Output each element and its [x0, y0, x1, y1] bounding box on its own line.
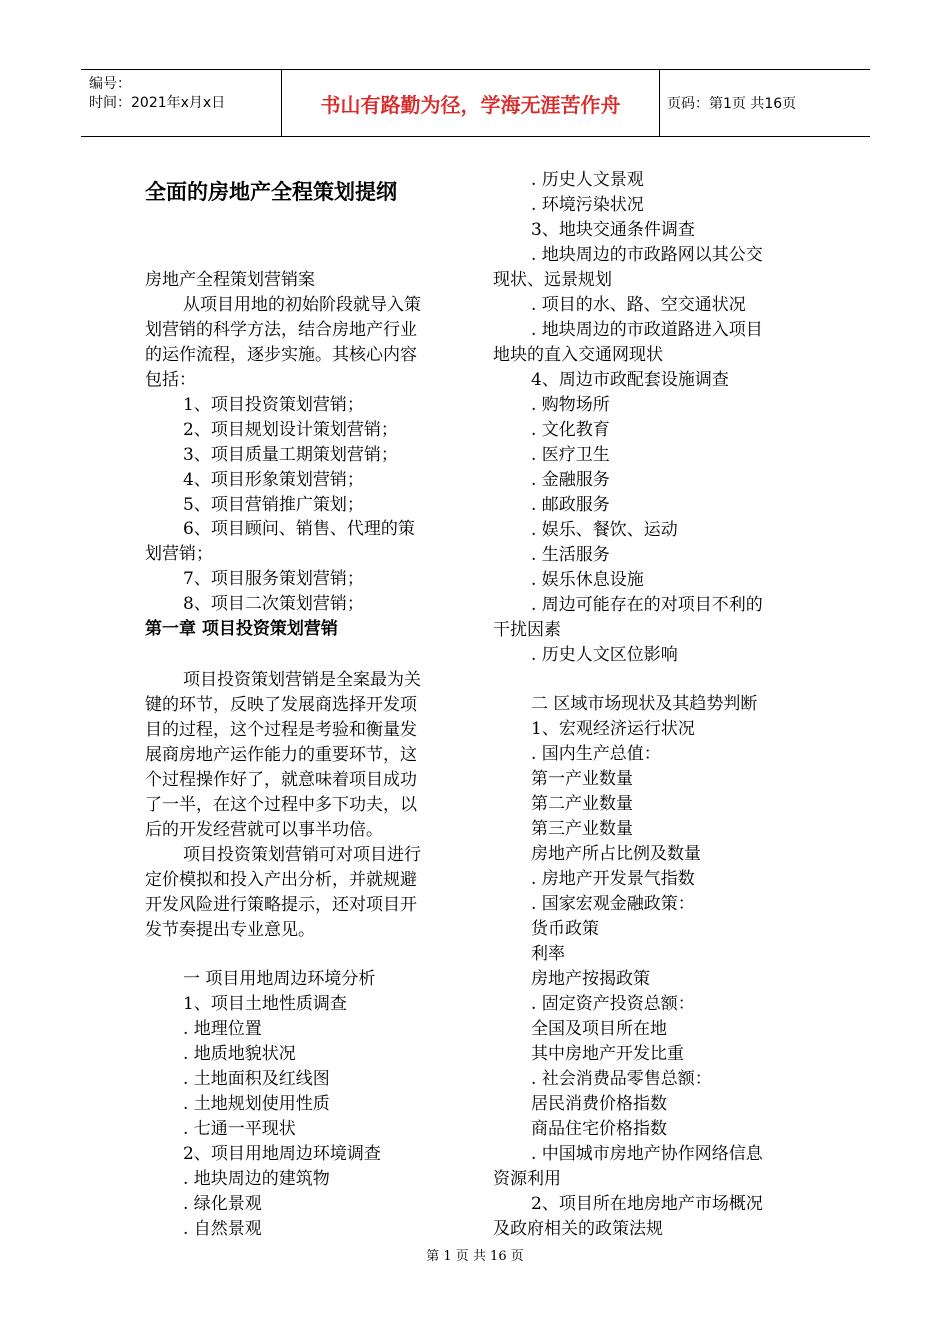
text-line: . 土地面积及红线图 [183, 1069, 330, 1089]
text-line: 开发风险进行策略提示，还对项目开 [145, 895, 417, 915]
text-line: 3、地块交通条件调查 [531, 220, 695, 240]
text-line: 发节奏提出专业意见。 [145, 920, 315, 940]
text-line: 7、项目服务策划营销； [183, 569, 364, 589]
text-line: 干扰因素 [493, 620, 561, 640]
chapter-heading: 第一章 项目投资策划营销 [145, 619, 338, 639]
text-line: . 生活服务 [531, 545, 610, 565]
text-line: 4、周边市政配套设施调查 [531, 370, 729, 390]
text-line: 利率 [531, 944, 565, 964]
text-line: . 周边可能存在的对项目不利的 [531, 595, 763, 615]
number-label: 编号： [89, 76, 131, 92]
text-line: 定价模拟和投入产出分析，并就规避 [145, 870, 417, 890]
text-line: . 邮政服务 [531, 495, 610, 515]
text-line: 从项目用地的初始阶段就导入策 [183, 295, 421, 315]
text-line: 第三产业数量 [531, 819, 633, 839]
text-line: 目的过程，这个过程是考验和衡量发 [145, 720, 417, 740]
header-page-cell [659, 70, 870, 136]
text-line: 第二产业数量 [531, 794, 633, 814]
text-line: 键的环节，反映了发展商选择开发项 [145, 695, 417, 715]
text-line: . 社会消费品零售总额： [531, 1069, 712, 1089]
text-line: 商品住宅价格指数 [531, 1119, 667, 1139]
header-page-info: 页码：第1页 共16页 [667, 96, 797, 112]
text-line: 全国及项目所在地 [531, 1019, 667, 1039]
text-line: . 土地规划使用性质 [183, 1094, 330, 1114]
text-line: 2、项目所在地房地产市场概况 [531, 1194, 763, 1214]
text-line: . 绿化景观 [183, 1194, 262, 1214]
text-line: . 金融服务 [531, 470, 610, 490]
text-line: 6、项目顾问、销售、代理的策 [183, 519, 415, 539]
text-line: . 环境污染状况 [531, 195, 644, 215]
text-line: . 地块周边的市政道路进入项目 [531, 320, 763, 340]
text-line: . 地块周边的市政路网以其公交 [531, 245, 763, 265]
text-line: 了一半，在这个过程中多下功夫，以 [145, 795, 417, 815]
text-line: . 医疗卫生 [531, 445, 610, 465]
text-line: . 固定资产投资总额： [531, 994, 695, 1014]
header-slogan: 书山有路勤为径，学海无涯苦作舟 [320, 93, 621, 117]
text-line: 项目投资策划营销可对项目进行 [183, 845, 421, 865]
text-line: 包括： [145, 370, 196, 390]
text-line: 1、宏观经济运行状况 [531, 719, 695, 739]
header-slogan-cell [281, 70, 660, 136]
text-line: . 国内生产总值： [531, 744, 661, 764]
text-line: . 历史人文区位影响 [531, 645, 678, 665]
text-line: 资源利用 [493, 1169, 561, 1189]
text-line: 现状、远景规划 [493, 270, 612, 290]
text-line: 及政府相关的政策法规 [493, 1219, 663, 1239]
text-line: 货币政策 [531, 919, 599, 939]
text-line: 地块的直入交通网现状 [493, 345, 663, 365]
text-line: . 历史人文景观 [531, 170, 644, 190]
text-line: 5、项目营销推广策划； [183, 495, 364, 515]
text-line: . 房地产开发景气指数 [531, 869, 695, 889]
header-meta-cell [81, 70, 281, 136]
text-line: . 地理位置 [183, 1019, 262, 1039]
text-line: 1、项目土地性质调查 [183, 994, 347, 1014]
text-line: 划营销； [145, 544, 213, 564]
time-label: 时间：2021年x月x日 [89, 95, 226, 111]
text-line: 二 区域市场现状及其趋势判断 [531, 694, 758, 714]
text-line: 3、项目质量工期策划营销； [183, 445, 398, 465]
text-line: 4、项目形象策划营销； [183, 470, 364, 490]
page-footer: 第 1 页 共 16 页 [426, 1249, 524, 1264]
text-line: 1、项目投资策划营销； [183, 395, 364, 415]
page-header [81, 69, 870, 137]
text-line: 的运作流程，逐步实施。其核心内容 [145, 345, 417, 365]
text-line: 划营销的科学方法，结合房地产行业 [145, 320, 417, 340]
text-line: 居民消费价格指数 [531, 1094, 667, 1114]
text-line: . 娱乐休息设施 [531, 570, 644, 590]
text-line: 房地产全程策划营销案 [145, 270, 315, 290]
text-line: 第一产业数量 [531, 769, 633, 789]
text-line: . 地块周边的建筑物 [183, 1169, 330, 1189]
text-line: 其中房地产开发比重 [531, 1044, 684, 1064]
text-line: 房地产按揭政策 [531, 969, 650, 989]
text-line: 房地产所占比例及数量 [531, 844, 701, 864]
text-line: 项目投资策划营销是全案最为关 [183, 670, 421, 690]
text-line: 后的开发经营就可以事半功倍。 [145, 820, 383, 840]
text-line: . 购物场所 [531, 395, 610, 415]
text-line: 个过程操作好了，就意味着项目成功 [145, 770, 417, 790]
text-line: . 国家宏观金融政策： [531, 894, 695, 914]
text-line: . 自然景观 [183, 1219, 262, 1239]
text-line: . 中国城市房地产协作网络信息 [531, 1144, 763, 1164]
text-line: 8、项目二次策划营销； [183, 594, 364, 614]
text-line: . 地质地貌状况 [183, 1044, 296, 1064]
text-line: 2、项目用地周边环境调查 [183, 1144, 381, 1164]
text-line: . 娱乐、餐饮、运动 [531, 520, 678, 540]
text-line: . 七通一平现状 [183, 1119, 296, 1139]
text-line: 一 项目用地周边环境分析 [183, 969, 376, 989]
text-line: . 项目的水、路、空交通状况 [531, 295, 746, 315]
document-title: 全面的房地产全程策划提纲 [145, 180, 397, 204]
text-line: 展商房地产运作能力的重要环节，这 [145, 745, 417, 765]
text-line: 2、项目规划设计策划营销； [183, 420, 398, 440]
text-line: . 文化教育 [531, 420, 610, 440]
